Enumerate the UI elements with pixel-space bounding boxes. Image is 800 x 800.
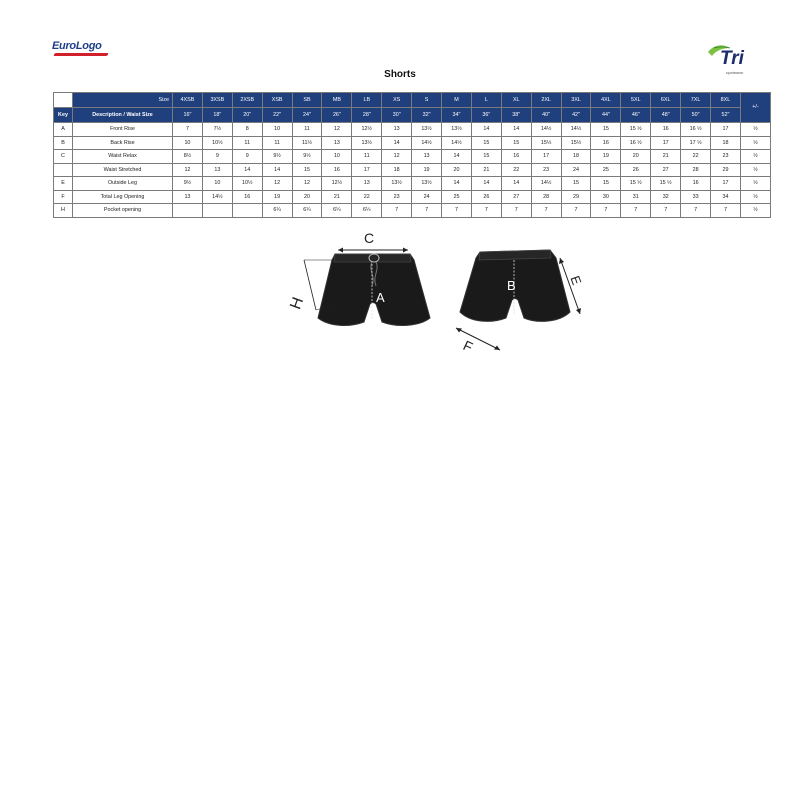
measurement-cell — [173, 204, 203, 218]
measurement-cell: 7 — [621, 204, 651, 218]
waist-size-cell: 50" — [681, 108, 711, 123]
measurement-cell: 23 — [711, 150, 741, 164]
table-row — [54, 163, 771, 177]
measurement-cell: 15 — [471, 136, 501, 150]
measurement-cell: 14½ — [202, 190, 232, 204]
measurement-cell: 32 — [651, 190, 681, 204]
front-shorts-illustration — [318, 254, 430, 325]
table-row — [54, 123, 771, 137]
size-label-cell: Size — [73, 93, 173, 108]
size-header-cell: MB — [322, 93, 352, 108]
measurement-cell: 15½ — [531, 136, 561, 150]
measurement-cell: 22 — [681, 150, 711, 164]
row-tolerance-cell: ½ — [740, 150, 770, 164]
measurement-cell: 14 — [501, 123, 531, 137]
row-key-cell — [54, 163, 73, 177]
measurement-cell: 15 ½ — [621, 177, 651, 191]
waist-size-cell: 24" — [292, 108, 322, 123]
description-header-cell: Description / Waist Size — [73, 108, 173, 123]
row-key-cell: A — [54, 123, 73, 137]
row-key-cell: F — [54, 190, 73, 204]
row-description-cell: Total Leg Opening — [73, 190, 173, 204]
size-header-cell: XS — [382, 93, 412, 108]
waist-size-cell: 46" — [621, 108, 651, 123]
waist-size-cell: 52" — [711, 108, 741, 123]
measurement-cell: 28 — [531, 190, 561, 204]
measurement-cell: 13 — [202, 163, 232, 177]
size-header-cell: S — [412, 93, 442, 108]
tolerance-header-cell: +/- — [740, 93, 770, 123]
waist-size-cell: 26" — [322, 108, 352, 123]
waist-size-cell: 16" — [173, 108, 203, 123]
measurement-cell: 6¼ — [352, 204, 382, 218]
measurement-cell: 9 — [232, 150, 262, 164]
measurement-cell: 19 — [591, 150, 621, 164]
label-a: A — [376, 290, 385, 305]
measurement-cell: 26 — [621, 163, 651, 177]
measurement-cell: 11 — [232, 136, 262, 150]
measurement-cell: 33 — [681, 190, 711, 204]
measurement-cell: 14½ — [561, 123, 591, 137]
measurement-cell: 31 — [621, 190, 651, 204]
measurement-cell: 6¼ — [262, 204, 292, 218]
measurement-cell: 16 — [322, 163, 352, 177]
measurement-cell: 14½ — [531, 123, 561, 137]
table-row — [54, 150, 771, 164]
measurement-cell: 13½ — [382, 177, 412, 191]
measurement-cell: 29 — [711, 163, 741, 177]
size-header-cell: 7XL — [681, 93, 711, 108]
row-key-cell: B — [54, 136, 73, 150]
measurement-cell: 11 — [352, 150, 382, 164]
measure-c-arrow — [338, 248, 408, 253]
measurement-cell: 9½ — [173, 177, 203, 191]
row-tolerance-cell: ½ — [740, 190, 770, 204]
measurement-cell: 14½ — [442, 136, 472, 150]
measurement-cell: 8½ — [173, 150, 203, 164]
measurement-cell: 26 — [471, 190, 501, 204]
measurement-cell: 22 — [352, 190, 382, 204]
size-header-cell: 4XL — [591, 93, 621, 108]
measurement-cell: 9 — [202, 150, 232, 164]
measurement-cell: 15 ½ — [621, 123, 651, 137]
size-header-cell: XSB — [262, 93, 292, 108]
measurement-cell: 15 ½ — [651, 177, 681, 191]
size-header-cell: SB — [292, 93, 322, 108]
size-header-cell: 5XL — [621, 93, 651, 108]
waist-size-cell: 30" — [382, 108, 412, 123]
measurement-cell: 21 — [471, 163, 501, 177]
size-header-cell: 3XL — [561, 93, 591, 108]
waist-size-cell: 40" — [531, 108, 561, 123]
header-blank-cell — [54, 93, 73, 108]
row-tolerance-cell: ½ — [740, 177, 770, 191]
row-tolerance-cell: ½ — [740, 136, 770, 150]
measurement-cell: 7 — [501, 204, 531, 218]
measurement-cell: 14 — [382, 136, 412, 150]
measurement-cell: 11 — [292, 123, 322, 137]
size-header-cell: XL — [501, 93, 531, 108]
row-description-cell: Waist Relax — [73, 150, 173, 164]
measurement-cell: 7 — [711, 204, 741, 218]
measurement-cell: 19 — [262, 190, 292, 204]
row-tolerance-cell: ½ — [740, 163, 770, 177]
shorts-diagram — [280, 226, 600, 361]
row-key-cell: E — [54, 177, 73, 191]
measurement-cell: 13 — [173, 190, 203, 204]
table-row — [54, 190, 771, 204]
label-b: B — [507, 278, 516, 293]
measurement-cell: 13½ — [412, 123, 442, 137]
label-c: C — [364, 230, 375, 246]
measurement-cell: 28 — [681, 163, 711, 177]
measurement-cell: 17 — [651, 136, 681, 150]
table-row — [54, 136, 771, 150]
measurement-cell: 17 — [711, 177, 741, 191]
measurement-cell: 10 — [322, 150, 352, 164]
measurement-cell: 7 — [471, 204, 501, 218]
measurement-cell: 18 — [382, 163, 412, 177]
measurement-cell: 21 — [651, 150, 681, 164]
measurement-cell: 6¼ — [322, 204, 352, 218]
measurement-cell: 10 — [202, 177, 232, 191]
measurement-cell: 10 — [173, 136, 203, 150]
measurement-cell: 9½ — [262, 150, 292, 164]
size-header-cell: 8XL — [711, 93, 741, 108]
measurement-cell: 7 — [442, 204, 472, 218]
measurement-cell: 11 — [262, 136, 292, 150]
waist-size-cell: 48" — [651, 108, 681, 123]
size-header-cell: 6XL — [651, 93, 681, 108]
key-header-cell: Key — [54, 108, 73, 123]
measurement-cell: 16 ½ — [681, 123, 711, 137]
eurologo-logo — [52, 40, 114, 60]
eurologo-wordmark: EuroLogo — [52, 40, 102, 52]
measurement-cell: 12 — [292, 177, 322, 191]
measurement-cell: 6¼ — [292, 204, 322, 218]
measurement-cell: 7 — [382, 204, 412, 218]
measurement-cell: 14½ — [412, 136, 442, 150]
page-title: Shorts — [384, 69, 416, 80]
measurement-cell: 14 — [471, 177, 501, 191]
measurement-cell: 24 — [561, 163, 591, 177]
measurement-cell: 15 — [591, 123, 621, 137]
measurement-cell: 13½ — [442, 123, 472, 137]
measurement-cell: 10½ — [232, 177, 262, 191]
measurement-cell: 13½ — [412, 177, 442, 191]
row-description-cell: Waist Stretched — [73, 163, 173, 177]
measurement-cell: 13½ — [352, 136, 382, 150]
waist-size-cell: 22" — [262, 108, 292, 123]
measurement-cell: 10 — [262, 123, 292, 137]
row-tolerance-cell: ½ — [740, 204, 770, 218]
size-header-cell: 3XSB — [202, 93, 232, 108]
size-header-cell: L — [471, 93, 501, 108]
measurement-cell: 17 ½ — [681, 136, 711, 150]
waist-size-cell: 28" — [352, 108, 382, 123]
measurement-cell: 24 — [412, 190, 442, 204]
measurement-cell: 13 — [412, 150, 442, 164]
measurement-cell: 16 — [651, 123, 681, 137]
measurement-cell: 17 — [711, 123, 741, 137]
measurement-cell: 7 — [591, 204, 621, 218]
measurement-cell: 15½ — [561, 136, 591, 150]
measurement-cell: 9½ — [292, 150, 322, 164]
row-description-cell: Front Rise — [73, 123, 173, 137]
table-row — [54, 177, 771, 191]
size-header-cell: 2XL — [531, 93, 561, 108]
measurement-cell: 12½ — [352, 123, 382, 137]
measurement-cell: 18 — [561, 150, 591, 164]
measurement-cell: 15 — [501, 136, 531, 150]
measurement-cell: 15 — [292, 163, 322, 177]
tri-tagline: sportswear — [726, 71, 744, 75]
table-row — [54, 204, 771, 218]
measurement-cell: 12 — [382, 150, 412, 164]
measurement-cell: 7 — [412, 204, 442, 218]
measurement-cell: 14 — [232, 163, 262, 177]
waist-size-cell: 44" — [591, 108, 621, 123]
measurement-cell: 14 — [501, 177, 531, 191]
label-h: H — [287, 295, 308, 312]
waist-size-cell: 38" — [501, 108, 531, 123]
waist-header-row — [54, 108, 771, 123]
waist-size-cell: 18" — [202, 108, 232, 123]
measurement-cell: 10½ — [202, 136, 232, 150]
waist-size-cell: 34" — [442, 108, 472, 123]
measurement-cell: 7 — [173, 123, 203, 137]
measurement-cell: 34 — [711, 190, 741, 204]
size-header-cell: 2XSB — [232, 93, 262, 108]
measurement-cell: 8 — [232, 123, 262, 137]
row-key-cell: C — [54, 150, 73, 164]
measurement-cell: 15 — [471, 150, 501, 164]
measurement-cell: 13 — [352, 177, 382, 191]
measurement-cell: 27 — [501, 190, 531, 204]
measurement-cell: 14½ — [531, 177, 561, 191]
row-description-cell: Outside Leg — [73, 177, 173, 191]
measurement-cell: 14 — [442, 150, 472, 164]
measurement-cell: 17 — [531, 150, 561, 164]
measurement-cell: 16 — [232, 190, 262, 204]
measurement-cell: 23 — [382, 190, 412, 204]
measurement-cell — [232, 204, 262, 218]
measurement-cell: 15 — [591, 177, 621, 191]
measurement-cell: 25 — [442, 190, 472, 204]
measurement-cell: 14 — [471, 123, 501, 137]
measurement-cell: 13 — [382, 123, 412, 137]
row-tolerance-cell: ½ — [740, 123, 770, 137]
waist-size-cell: 42" — [561, 108, 591, 123]
measurement-cell: 13 — [322, 136, 352, 150]
measurement-cell: 19 — [412, 163, 442, 177]
size-header-cell: 4XSB — [173, 93, 203, 108]
label-e: E — [567, 273, 585, 287]
measurement-cell: 21 — [322, 190, 352, 204]
measurement-cell: 23 — [531, 163, 561, 177]
measurement-cell: 17 — [352, 163, 382, 177]
measurement-cell: 25 — [591, 163, 621, 177]
measurement-cell: 11½ — [292, 136, 322, 150]
size-header-cell: LB — [352, 93, 382, 108]
tri-wordmark: Tri — [720, 48, 744, 69]
measurement-cell: 15 — [561, 177, 591, 191]
measurement-cell: 7½ — [202, 123, 232, 137]
measurement-cell: 12 — [262, 177, 292, 191]
size-header-cell: M — [442, 93, 472, 108]
waist-size-cell: 20" — [232, 108, 262, 123]
measurement-cell: 20 — [621, 150, 651, 164]
measurement-cell: 16 — [681, 177, 711, 191]
measurement-cell: 7 — [651, 204, 681, 218]
measurement-cell: 20 — [442, 163, 472, 177]
measurement-cell: 22 — [501, 163, 531, 177]
measurement-cell: 27 — [651, 163, 681, 177]
measurement-cell: 16 — [501, 150, 531, 164]
waist-size-cell: 32" — [412, 108, 442, 123]
row-key-cell: H — [54, 204, 73, 218]
measurement-cell: 20 — [292, 190, 322, 204]
measurement-cell: 7 — [681, 204, 711, 218]
measurement-cell: 16 ½ — [621, 136, 651, 150]
measurement-cell: 7 — [561, 204, 591, 218]
measurement-cell: 12 — [173, 163, 203, 177]
row-description-cell: Pocket opening — [73, 204, 173, 218]
measurement-cell — [202, 204, 232, 218]
waist-size-cell: 36" — [471, 108, 501, 123]
label-f: F — [460, 337, 476, 356]
measurement-cell: 29 — [561, 190, 591, 204]
measurement-cell: 12½ — [322, 177, 352, 191]
measurement-cell: 18 — [711, 136, 741, 150]
measurement-cell: 16 — [591, 136, 621, 150]
row-description-cell: Back Rise — [73, 136, 173, 150]
size-chart-table — [53, 92, 771, 218]
measurement-cell: 14 — [442, 177, 472, 191]
measurement-cell: 7 — [531, 204, 561, 218]
measurement-cell: 14 — [262, 163, 292, 177]
size-header-row — [54, 93, 771, 108]
measurement-cell: 12 — [322, 123, 352, 137]
eurologo-swoosh — [53, 53, 108, 56]
measurement-cell: 30 — [591, 190, 621, 204]
